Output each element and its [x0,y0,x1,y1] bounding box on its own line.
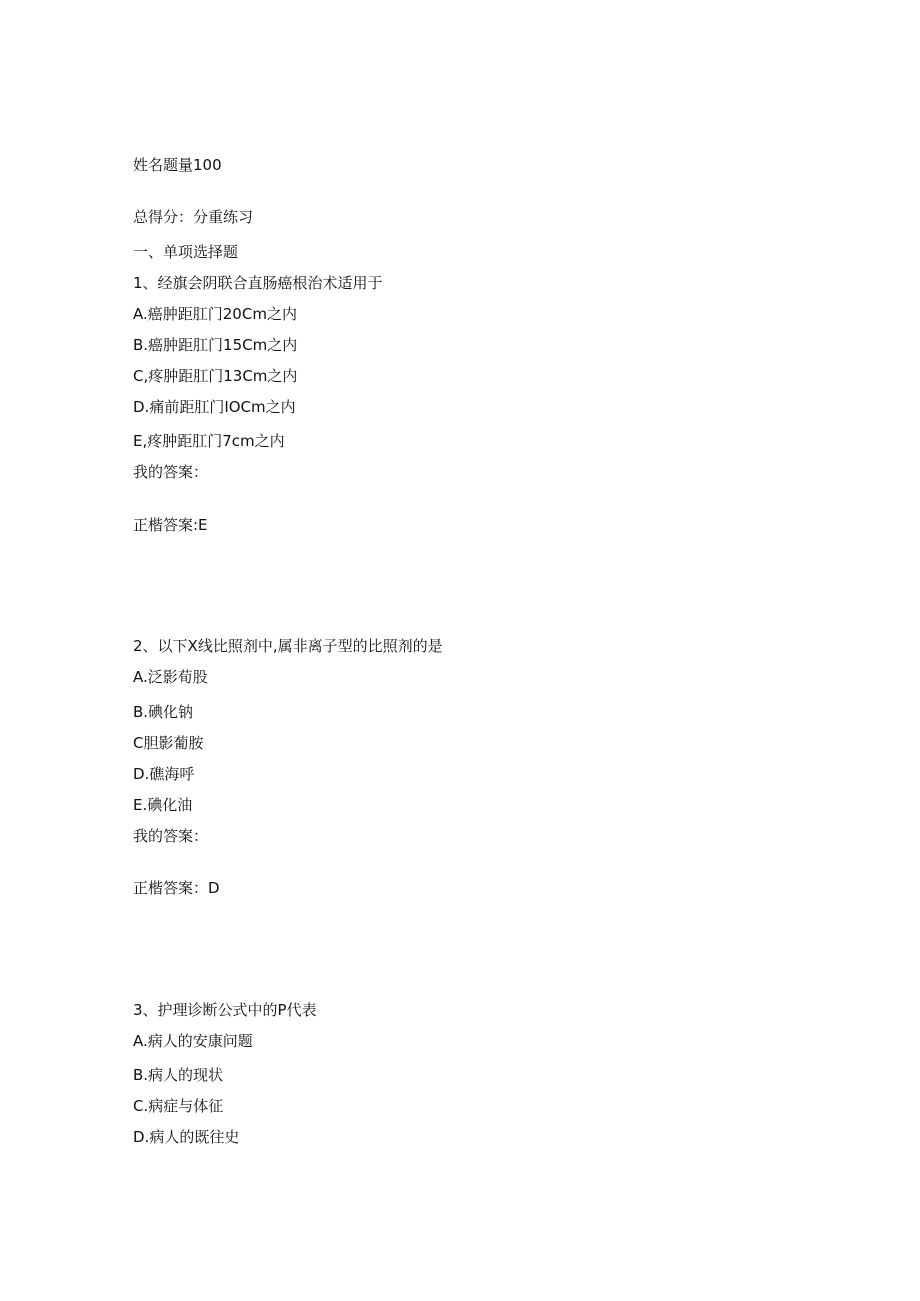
section-title: 一、单项选择题 [133,243,239,261]
question-3-option-a: A.病人的安康问题 [133,1032,253,1050]
question-3-stem: 3、护理诊断公式中的P代表 [133,1001,317,1019]
question-2-option-a: A.泛影荀股 [133,668,208,686]
question-2-correct-answer: 正楷答案：D [133,879,220,897]
question-2-option-c: C胆影葡胺 [133,734,204,752]
question-3-option-d: D.病人的既往史 [133,1128,240,1146]
question-1-option-a: A.癌肿距肛门20Cm之内 [133,305,297,323]
question-3-option-b: B.病人的现状 [133,1066,224,1084]
question-1-option-c: C,疼肿距肛门13Cm之内 [133,367,298,385]
question-1-correct-answer: 正楷答案:E [133,516,208,534]
question-1-my-answer: 我的答案： [133,463,209,481]
score-line: 总得分：分重练习 [133,208,254,226]
question-1-option-b: B.癌肿距肛门15Cm之内 [133,336,298,354]
question-1-option-e: E,疼肿距肛门7cm之内 [133,432,285,450]
question-2-my-answer: 我的答案： [133,827,209,845]
question-2-option-e: E.碘化油 [133,796,193,814]
question-1-option-d: D.痛前距肛门IOCm之内 [133,398,296,416]
question-3-option-c: C.病症与体征 [133,1097,224,1115]
name-line: 姓名题量100 [133,156,222,174]
question-2-option-b: B.碘化钠 [133,703,194,721]
question-2-stem: 2、以下X线比照剂中,属非离子型的比照剂的是 [133,637,443,655]
question-2-option-d: D.礁海呼 [133,765,195,783]
question-1-stem: 1、经旗会阴联合直肠癌根治术适用于 [133,274,383,292]
